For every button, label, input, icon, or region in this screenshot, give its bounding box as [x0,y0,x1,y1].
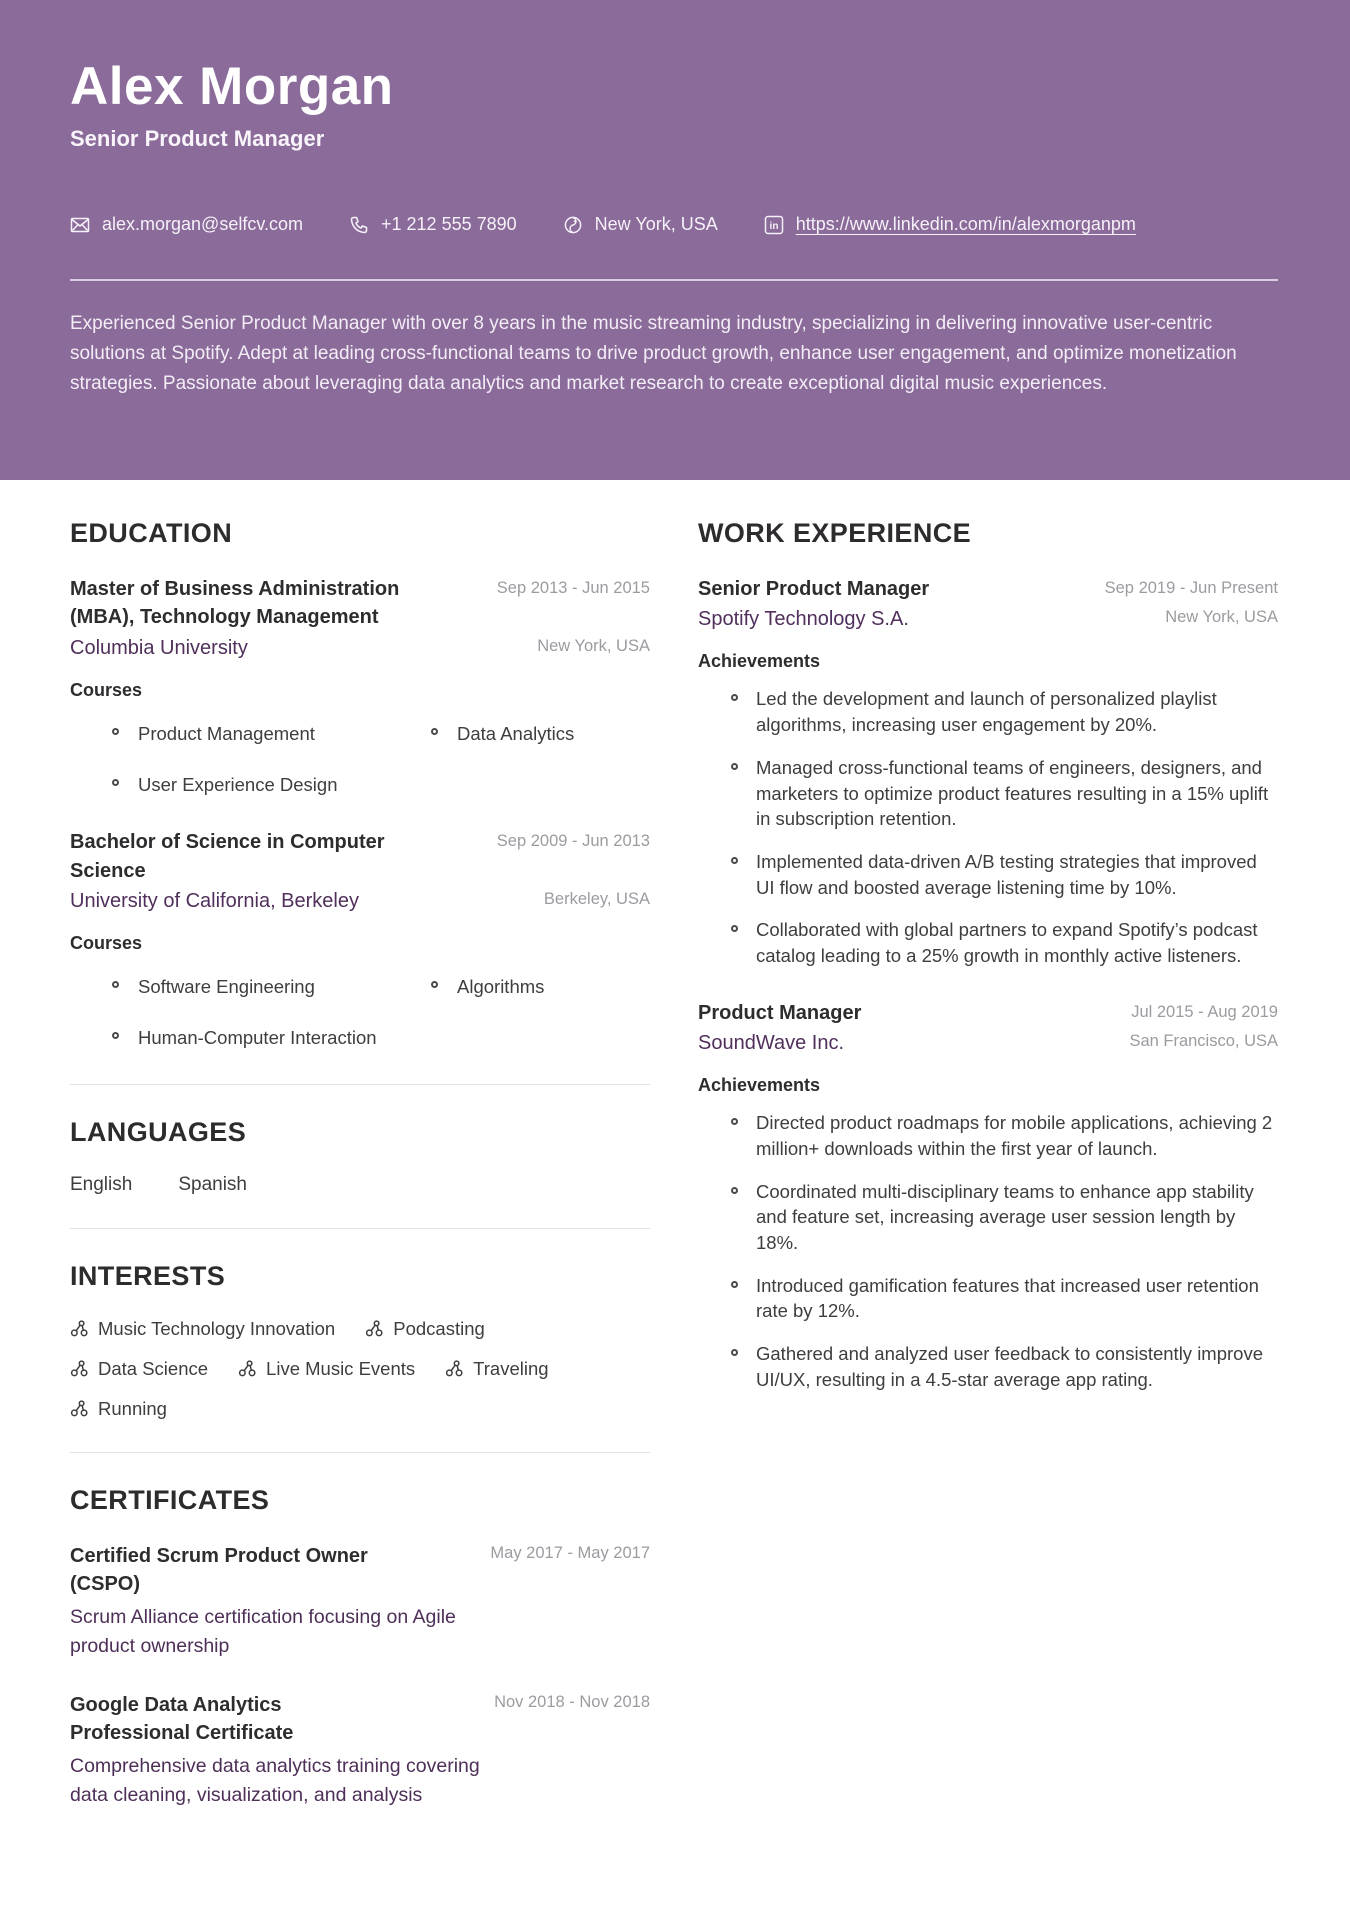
achievement-item: Directed product roadmaps for mobile applications, achieving 2 million+ downloads within the first year of launch. [698,1110,1278,1161]
course-list [70,721,650,799]
course-item: Data Analytics [389,721,650,748]
certificate-entry [70,1542,650,1661]
certificate-dates: May 2017 - May 2017 [490,1543,650,1562]
course-item: Software Engineering [70,974,389,1001]
course-item: Product Management [70,721,389,748]
achievement-item: Coordinated multi-disciplinary teams to enhance app stability and feature set, increasing average user session length by 18%. [698,1179,1278,1256]
section-divider [70,1084,650,1085]
achievements-label: Achievements [698,1075,821,1096]
body-columns [0,480,1350,1840]
job-dates: Jul 2015 - Aug 2019 [1131,1002,1278,1021]
certificate-entry [70,1691,650,1810]
certificate-dates: Nov 2018 - Nov 2018 [494,1693,650,1712]
job-title: Senior Product Manager [698,578,930,600]
certificate-description: Comprehensive data analytics training covering data cleaning, visualization, and analysis [70,1754,480,1807]
network-icon [445,1359,464,1378]
languages-heading: LANGUAGES [70,1116,247,1147]
left-column [70,518,650,1840]
network-icon [70,1319,89,1338]
certificate-description: Scrum Alliance certification focusing on Agile product ownership [70,1605,456,1657]
phone-icon [349,215,369,235]
achievement-item: Implemented data-driven A/B testing strategies that improved UI flow and boosted average listening time by 10%. [698,849,1278,900]
school-name: Columbia University [70,636,248,659]
certificate-title: Google Data Analytics Professional Certificate [70,1694,294,1745]
courses-label: Courses [70,933,143,954]
school-name: University of California, Berkeley [70,890,359,913]
interest-list [70,1318,630,1420]
right-column [698,518,1278,1840]
contact-phone [349,214,517,235]
experience-entry [698,999,1278,1393]
person-job-title: Senior Product Manager [70,126,325,152]
svg-text:in: in [769,220,779,232]
interests-heading: INTERESTS [70,1260,226,1291]
interest-item: Running [70,1398,167,1420]
section-divider [70,1452,650,1453]
certificate-title: Certified Scrum Product Owner (CSPO) [70,1544,368,1596]
achievements-label: Achievements [698,651,821,672]
company-name: Spotify Technology S.A. [698,608,909,631]
contact-location [563,214,718,235]
language-item: English [70,1173,133,1195]
achievement-list [698,1110,1278,1392]
person-name: Alex Morgan [70,57,394,116]
network-icon [70,1399,89,1418]
course-list [70,974,650,1052]
education-location: New York, USA [537,636,650,655]
education-entry [70,575,650,798]
linkedin-link[interactable]: https://www.linkedin.com/in/alexmorganpm [795,214,1136,235]
achievement-item: Collaborated with global partners to expand Spotify’s podcast catalog leading to a 25% growth in monthly active listeners. [698,917,1278,968]
achievement-item: Gathered and analyzed user feedback to consistently improve UI/UX, resulting in a 4.5-star average app rating. [698,1341,1278,1392]
header [0,0,1350,480]
job-location: San Francisco, USA [1129,1032,1278,1051]
work-experience-heading: WORK EXPERIENCE [698,518,972,548]
interest-item: Traveling [445,1358,548,1380]
course-item: User Experience Design [70,772,389,799]
interest-item: Live Music Events [238,1358,415,1380]
education-dates: Sep 2013 - Jun 2015 [496,579,650,597]
achievement-item: Introduced gamification features that increased user retention rate by 12%. [698,1273,1278,1324]
course-item: Human-Computer Interaction [70,1025,389,1052]
achievement-item: Led the development and launch of personalized playlist algorithms, increasing user engagement by 20%. [698,686,1278,737]
degree-title: Master of Business Administration (MBA), Technology Management [70,578,400,629]
degree-title: Bachelor of Science in Computer Science [70,831,385,882]
network-icon [70,1359,89,1378]
language-item: Spanish [178,1173,247,1195]
education-dates: Sep 2009 - Jun 2013 [496,832,650,851]
header-divider [70,279,1278,281]
language-list [70,1174,650,1196]
contact-email-text: alex.morgan@selfcv.com [102,214,304,235]
contact-linkedin [764,214,1136,235]
company-name: SoundWave Inc. [698,1032,845,1055]
location-icon [563,215,583,235]
achievement-item: Managed cross-functional teams of engineers, designers, and marketers to optimize product features resulting in a 15% uplift in subscription retention. [698,755,1278,832]
job-dates: Sep 2019 - Jun Present [1104,579,1278,597]
interest-item: Music Technology Innovation [70,1318,335,1340]
experience-entry [698,575,1278,969]
achievement-list [698,686,1278,968]
contact-location-text: New York, USA [594,214,718,235]
course-item: Algorithms [389,974,650,1001]
contact-email [70,214,303,235]
network-icon [365,1319,384,1338]
certificates-heading: CERTIFICATES [70,1484,270,1515]
interest-item: Podcasting [365,1318,485,1340]
profile-summary: Experienced Senior Product Manager with over 8 years in the music streaming industry, specializing in delivering innovative user-centric solutions at Spotify. Adept at leading cross-functional teams to drive product growth, enhance user engagement, and optimize monetization strategies. Passionate about leveraging data analytics and market research to create exceptional digital music experiences. [70,313,1237,394]
linkedin-icon [764,215,784,235]
network-icon [238,1359,257,1378]
contact-row [70,214,1278,235]
education-entry [70,828,650,1051]
job-location: New York, USA [1165,608,1278,627]
contact-phone-text: +1 212 555 7890 [381,214,517,235]
section-divider [70,1228,650,1229]
education-heading: EDUCATION [70,518,233,548]
courses-label: Courses [70,679,143,700]
job-title: Product Manager [698,1001,862,1024]
envelope-icon [70,215,90,235]
education-location: Berkeley, USA [543,890,650,909]
interest-item: Data Science [70,1358,208,1380]
